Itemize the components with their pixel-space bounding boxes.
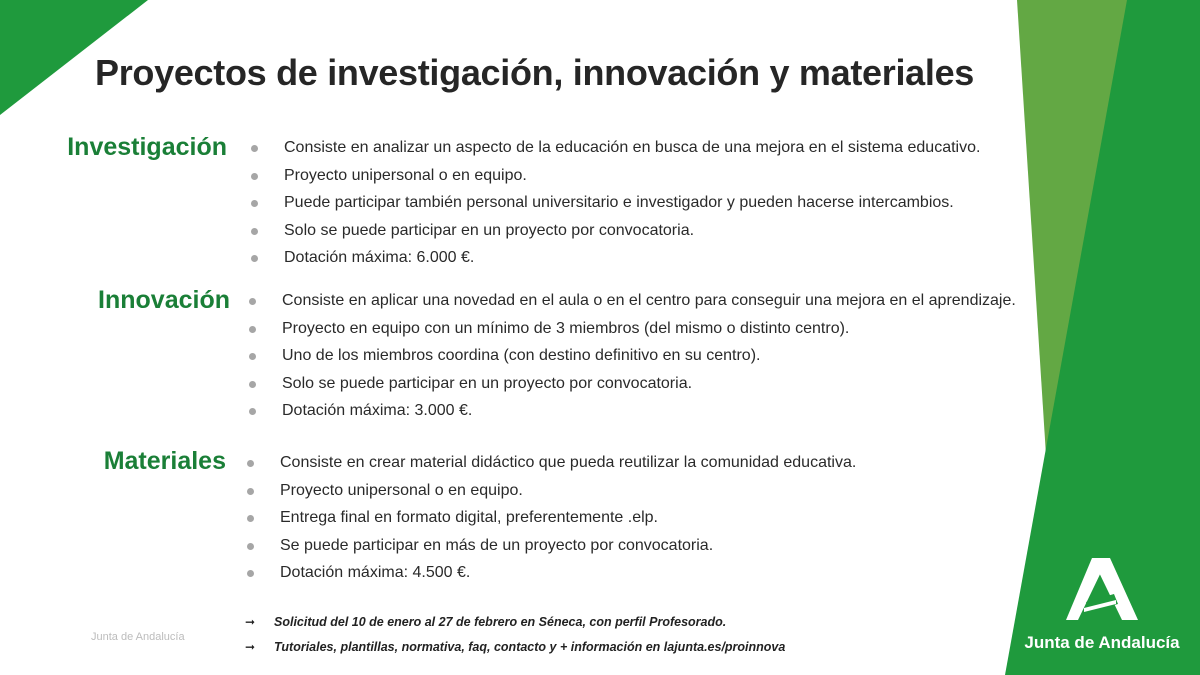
note-item: ➞ Solicitud del 10 de enero al 27 de febrero en Séneca, con perfil Profesorado. xyxy=(245,610,785,635)
page-title: Proyectos de investigación, innovación y materiales xyxy=(95,52,975,93)
bullet-icon xyxy=(249,353,256,360)
bullet-icon xyxy=(251,255,258,262)
bullet-icon xyxy=(251,145,258,152)
footer-text: Junta de Andalucía xyxy=(91,631,185,643)
list-item: Solo se puede participar en un proyecto por convocatoria. xyxy=(282,370,1016,398)
list-item: Consiste en analizar un aspecto de la educación en busca de una mejora en el sistema educativo. xyxy=(284,134,980,162)
bullet-icon xyxy=(251,173,258,180)
logo-text: Junta de Andalucía xyxy=(1024,633,1180,652)
arrow-icon: ➞ xyxy=(245,640,256,654)
list-item: Uno de los miembros coordina (con destino definitivo en su centro). xyxy=(282,342,1016,370)
list-item: Consiste en aplicar una novedad en el aula o en el centro para conseguir una mejora en el aprendizaje. xyxy=(282,287,1016,315)
section-heading-materiales: Materiales xyxy=(103,447,226,475)
bullet-icon xyxy=(251,228,258,235)
bullet-icon xyxy=(249,298,256,305)
list-item: Dotación máxima: 3.000 €. xyxy=(282,397,1016,425)
list-item: Entrega final en formato digital, preferentemente .elp. xyxy=(280,504,856,532)
arrow-icon: ➞ xyxy=(245,615,256,629)
innovacion-list xyxy=(282,287,1016,425)
note-item: ➞ Tutoriales, plantillas, normativa, faq, contacto y + información en lajunta.es/proinnova xyxy=(245,635,785,660)
list-item: Dotación máxima: 4.500 €. xyxy=(280,559,856,587)
list-item: Proyecto en equipo con un mínimo de 3 miembros (del mismo o distinto centro). xyxy=(282,315,1016,343)
junta-andalucia-logo-icon xyxy=(1066,558,1138,620)
list-item: Consiste en crear material didáctico que pueda reutilizar la comunidad educativa. xyxy=(280,449,856,477)
list-item: Dotación máxima: 6.000 €. xyxy=(284,244,980,272)
list-item: Proyecto unipersonal o en equipo. xyxy=(284,162,980,190)
bullet-icon xyxy=(249,326,256,333)
materiales-list xyxy=(280,449,856,587)
section-heading-innovacion: Innovación xyxy=(98,286,230,314)
list-item: Se puede participar en más de un proyecto por convocatoria. xyxy=(280,532,856,560)
bullet-icon xyxy=(249,381,256,388)
bullet-icon xyxy=(247,543,254,550)
bullet-icon xyxy=(247,460,254,467)
list-item: Solo se puede participar en un proyecto por convocatoria. xyxy=(284,217,980,245)
investigacion-list xyxy=(284,134,980,272)
bullet-icon xyxy=(247,488,254,495)
bullet-icon xyxy=(249,408,256,415)
notes-list xyxy=(245,610,785,660)
list-item: Proyecto unipersonal o en equipo. xyxy=(280,477,856,505)
junta-andalucia-logo xyxy=(1022,558,1182,653)
section-heading-investigacion: Investigación xyxy=(67,133,227,161)
bullet-icon xyxy=(251,200,258,207)
bullet-icon xyxy=(247,515,254,522)
list-item: Puede participar también personal universitario e investigador y pueden hacerse intercambios. xyxy=(284,189,980,217)
bullet-icon xyxy=(247,570,254,577)
